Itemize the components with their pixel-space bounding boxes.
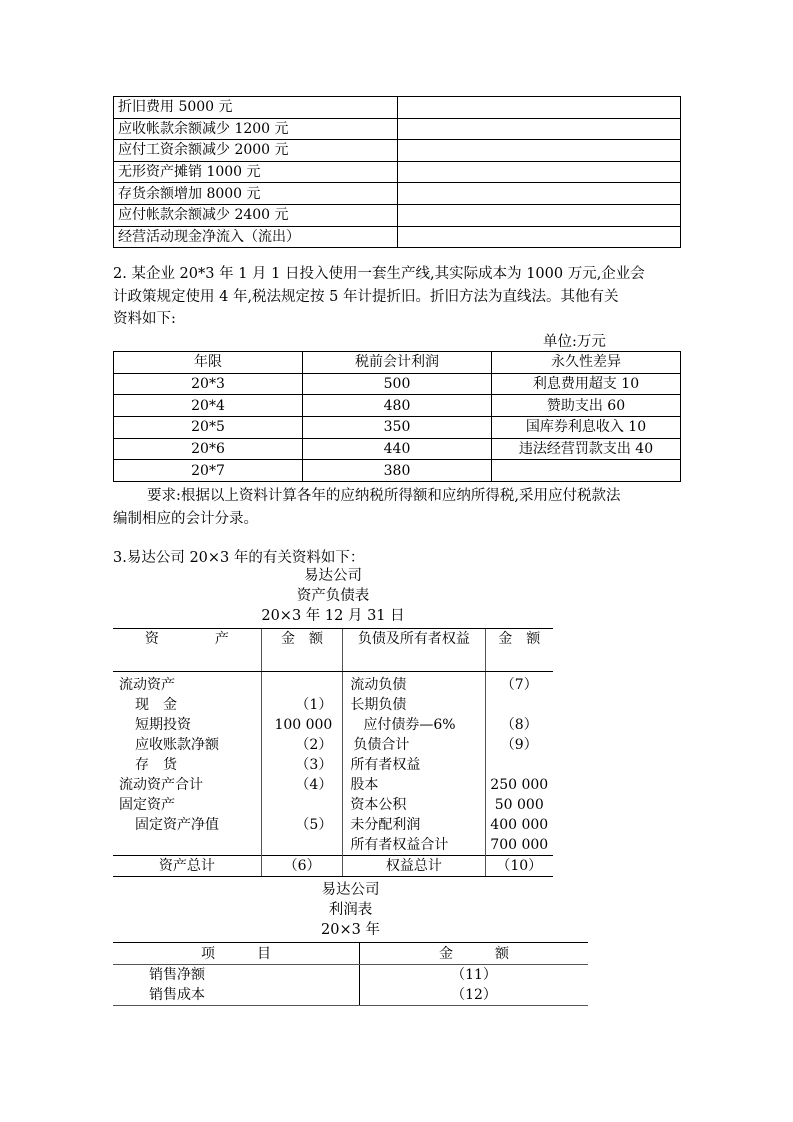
question-2-text	[113, 263, 683, 331]
question-2-requirement	[113, 485, 683, 530]
liability-label: 股本	[343, 775, 485, 795]
year-cell: 20*5	[114, 417, 303, 439]
header-permanent-difference: 永久性差异	[492, 352, 681, 374]
statement-title: 资产负债表	[296, 588, 370, 604]
table-row	[114, 183, 681, 205]
cash-flow-adjustment-table	[113, 96, 681, 248]
asset-amount: （5）	[261, 815, 343, 835]
difference-cell: 国库券利息收入 10	[492, 417, 681, 439]
liability-amount: 250 000	[485, 775, 553, 795]
profit-cell: 480	[303, 395, 492, 417]
liability-amount	[485, 755, 553, 775]
table-row	[113, 965, 588, 986]
difference-cell: 利息费用超支 10	[492, 373, 681, 395]
asset-label: 流动资产合计	[119, 777, 203, 793]
item-cell: 经营活动现金净流入（流出）	[114, 226, 398, 248]
asset-amount	[261, 672, 343, 696]
header-amount: 金 额	[360, 943, 589, 965]
table-row	[113, 815, 553, 835]
table-row	[114, 97, 681, 119]
profit-cell: 350	[303, 417, 492, 439]
item-cell: 销售成本	[113, 985, 360, 1006]
table-row	[114, 204, 681, 226]
header-pretax-profit: 税前会计利润	[303, 352, 492, 374]
profit-cell: 380	[303, 460, 492, 482]
header-liab-amount: 金 额	[485, 629, 553, 672]
item-cell: 应付帐款余额减少 2400 元	[114, 204, 398, 226]
equity-total-label: 权益总计	[343, 856, 485, 877]
asset-total-label: 资产总计	[113, 856, 261, 877]
table-header-row	[113, 629, 553, 672]
amount-cell: （11）	[360, 965, 589, 986]
liability-label: 应付债券—6%	[343, 715, 485, 735]
table-row	[114, 460, 681, 482]
table-row	[114, 161, 681, 183]
liability-label: 未分配利润	[343, 815, 485, 835]
table-header-row	[113, 943, 588, 965]
value-cell	[398, 183, 681, 205]
table-row	[114, 395, 681, 417]
year-cell: 20*7	[114, 460, 303, 482]
header-assets: 资 产	[113, 629, 261, 672]
asset-amount: （3）	[261, 755, 343, 775]
liability-label: 所有者权益	[343, 755, 485, 775]
table-row	[114, 417, 681, 439]
table-row	[114, 226, 681, 248]
profit-difference-table	[113, 351, 681, 482]
table-row	[113, 835, 553, 856]
table-row	[113, 985, 588, 1006]
asset-amount	[261, 835, 343, 856]
header-item: 项 目	[113, 943, 360, 965]
table-row	[113, 735, 553, 755]
value-cell	[398, 161, 681, 183]
liability-label: 所有者权益合计	[343, 835, 485, 856]
table-row	[114, 140, 681, 162]
balance-sheet-table	[113, 628, 553, 877]
total-row	[113, 856, 553, 877]
liability-label: 负债合计	[343, 735, 485, 755]
table-row	[113, 695, 553, 715]
liability-amount: 700 000	[485, 835, 553, 856]
item-cell: 存货余额增加 8000 元	[114, 183, 398, 205]
item-cell: 应付工资余额减少 2000 元	[114, 140, 398, 162]
asset-label: 存 货	[135, 757, 177, 773]
amount-cell: （12）	[360, 985, 589, 1006]
asset-amount: （4）	[261, 775, 343, 795]
table-row	[113, 775, 553, 795]
statement-date: 20×3 年 12 月 31 日	[261, 608, 405, 624]
liability-label: 流动负债	[343, 672, 485, 696]
asset-amount	[261, 795, 343, 815]
table-row	[113, 755, 553, 775]
liability-amount: （9）	[485, 735, 553, 755]
item-cell: 销售净额	[149, 967, 205, 983]
liability-label: 资本公积	[343, 795, 485, 815]
liability-amount: 400 000	[485, 815, 553, 835]
asset-label: 固定资产净值	[135, 817, 219, 833]
asset-label: 固定资产	[119, 797, 175, 813]
asset-amount: （1）	[261, 695, 343, 715]
header-year: 年限	[114, 352, 303, 374]
asset-total-amount: （6）	[261, 856, 343, 877]
table-row	[113, 795, 553, 815]
unit-label: 单位:万元	[543, 334, 606, 350]
profit-cell: 440	[303, 438, 492, 460]
table-row	[114, 438, 681, 460]
liability-amount: （7）	[485, 672, 553, 696]
statement-date: 20×3 年	[321, 922, 380, 938]
balance-sheet-title-block	[113, 566, 553, 626]
statement-title: 利润表	[328, 902, 373, 918]
income-statement-title-block	[113, 880, 588, 940]
company-name: 易达公司	[304, 568, 362, 584]
header-liabilities-equity: 负债及所有者权益	[343, 629, 485, 672]
liability-amount: （8）	[485, 715, 553, 735]
requirement-line: 要求:根据以上资料计算各年的应纳税所得额和应纳所得税,采用应付税款法	[147, 488, 621, 504]
requirement-line: 编制相应的会计分录。	[113, 510, 258, 527]
liability-label: 长期负债	[343, 695, 485, 715]
table-row	[114, 118, 681, 140]
item-cell: 应收帐款余额减少 1200 元	[114, 118, 398, 140]
header-asset-amount: 金 额	[261, 629, 343, 672]
value-cell	[398, 204, 681, 226]
question-2-line: 2. 某企业 20*3 年 1 月 1 日投入使用一套生产线,其实际成本为 1000 万元,企业会	[113, 266, 645, 282]
year-cell: 20*4	[114, 395, 303, 417]
difference-cell: 违法经营罚款支出 40	[492, 438, 681, 460]
asset-amount: 100 000	[261, 715, 343, 735]
equity-total-amount: （10）	[485, 856, 553, 877]
asset-label: 流动资产	[119, 677, 175, 693]
asset-label	[113, 835, 261, 856]
asset-label: 现 金	[135, 697, 177, 713]
table-row	[114, 373, 681, 395]
item-cell: 折旧费用 5000 元	[114, 97, 398, 119]
difference-cell: 赞助支出 60	[492, 395, 681, 417]
year-cell: 20*6	[114, 438, 303, 460]
liability-amount: 50 000	[485, 795, 553, 815]
company-name: 易达公司	[321, 882, 380, 898]
table-header-row	[114, 352, 681, 374]
asset-label: 应收账款净额	[135, 737, 219, 753]
table-row	[113, 715, 553, 735]
value-cell	[398, 118, 681, 140]
item-cell: 无形资产摊销 1000 元	[114, 161, 398, 183]
asset-label: 短期投资	[135, 717, 191, 733]
question-2-line: 计政策规定使用 4 年,税法规定按 5 年计提折旧。折旧方法为直线法。其他有关	[113, 288, 619, 305]
asset-amount: （2）	[261, 735, 343, 755]
liability-amount	[485, 695, 553, 715]
value-cell	[398, 140, 681, 162]
profit-cell: 500	[303, 373, 492, 395]
income-statement-table	[113, 942, 588, 1006]
question-2-line: 资料如下:	[113, 311, 176, 327]
value-cell	[398, 97, 681, 119]
difference-cell	[492, 460, 681, 482]
question-3-intro: 3.易达公司 20×3 年的有关资料如下：	[113, 550, 365, 566]
table-row	[113, 672, 553, 696]
value-cell	[398, 226, 681, 248]
year-cell: 20*3	[114, 373, 303, 395]
